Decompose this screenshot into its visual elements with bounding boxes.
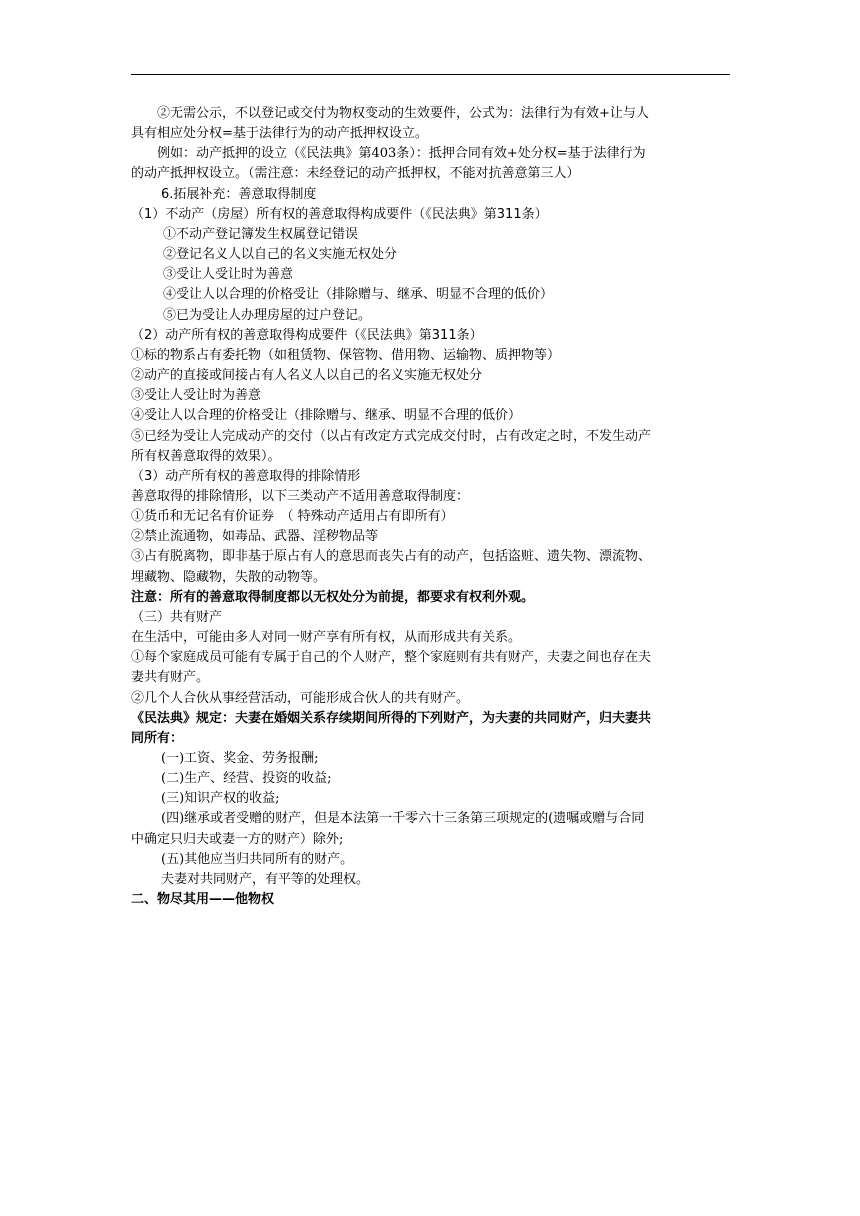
list-item: ①不动产登记簿发生权属登记错误 [163,226,359,242]
list-item: ②登记名义人以自己的名义实施无权处分 [163,247,398,263]
list-item: ②动产的直接或间接占有人名义人以自己的名义实施无权处分 [131,368,483,384]
list-item: ①标的物系占有委托物（如租赁物、保管物、借用物、运输物、质押物等） [131,347,561,363]
paragraph-line: 在生活中，可能由多人对同一财产享有所有权，从而形成共有关系。 [131,630,522,646]
document-body [131,104,732,910]
subsection-heading: （3）动产所有权的善意取得的排除情形 [131,468,361,484]
subsection-heading: （2）动产所有权的善意取得构成要件（《民法典》第311条） [131,327,483,343]
paragraph-line: 具有相应处分权=基于法律行为的动产抵押权设立。 [131,126,428,142]
list-item: (四)继承或者受赠的财产，但是本法第一千零六十三条第三项规定的(遗嘱或赠与合同 [161,811,645,827]
header-rule [131,74,730,75]
paragraph-line: 所有权善意取得的效果）。 [131,448,281,464]
paragraph-line: 善意取得的排除情形，以下三类动产不适用善意取得制度： [131,488,470,504]
list-item: (五)其他应当归共同所有的财产。 [161,851,354,867]
list-item: (二)生产、经营、投资的收益; [161,771,332,787]
paragraph-line: 中确定只归夫或妻一方的财产）除外; [131,831,344,847]
list-item: ⑤已经为受让人完成动产的交付（以占有改定方式完成交付时，占有改定之时，不发生动产 [131,428,652,444]
list-item: ①每个家庭成员可能有专属于自己的个人财产，整个家庭则有共有财产，夫妻之间也存在夫 [131,650,652,666]
paragraph-line: 埋藏物、隐藏物，失散的动物等。 [131,569,327,585]
section-heading: 6.拓展补充：善意取得制度 [161,186,317,202]
list-item: ③受让人受让时为善意 [163,267,294,283]
law-quote-line: 《民法典》规定：夫妻在婚姻关系存续期间所得的下列财产，为夫妻的共同财产，归夫妻共 [131,710,652,726]
list-item: ③受让人受让时为善意 [131,388,262,404]
chapter-heading: 二、物尽其用——他物权 [131,892,275,908]
paragraph-line: 夫妻对共同财产，有平等的处理权。 [161,871,370,887]
list-item: ⑤已为受让人办理房屋的过户登记。 [163,307,372,323]
list-item: ①货币和无记名有价证券 （ 特殊动产适用占有即所有） [131,509,454,525]
section-heading: （三）共有财产 [131,609,223,625]
subsection-heading: （1）不动产（房屋）所有权的善意取得构成要件（《民法典》第311条） [131,206,548,222]
note-line: 注意：所有的善意取得制度都以无权处分为前提，都要求有权利外观。 [131,589,535,605]
list-item: ④受让人以合理的价格受让（排除赠与、继承、明显不合理的低价） [131,408,522,424]
list-item: ②禁止流通物，如毒品、武器、淫秽物品等 [131,529,379,545]
paragraph-line: 妻共有财产。 [131,670,210,686]
list-item: ④受让人以合理的价格受让（排除赠与、继承、明显不合理的低价） [163,287,554,303]
list-item: ②几个人合伙从事经营活动，可能形成合伙人的共有财产。 [131,690,470,706]
paragraph-line: 例如：动产抵押的设立（《民法典》第403条）：抵押合同有效+处分权=基于法律行为 [157,146,646,162]
paragraph-line: 的动产抵押权设立。（需注意：未经登记的动产抵押权，不能对抗善意第三人） [131,166,580,182]
list-item: (一)工资、奖金、劳务报酬; [161,751,319,766]
law-quote-line: 同所有： [131,730,184,746]
list-item: ③占有脱离物，即非基于原占有人的意思而丧失占有的动产，包括盗赃、遗失物、漂流物、 [131,549,652,565]
paragraph-line: ②无需公示，不以登记或交付为物权变动的生效要件，公式为：法律行为有效+让与人 [157,106,649,121]
list-item: (三)知识产权的收益; [161,791,280,807]
